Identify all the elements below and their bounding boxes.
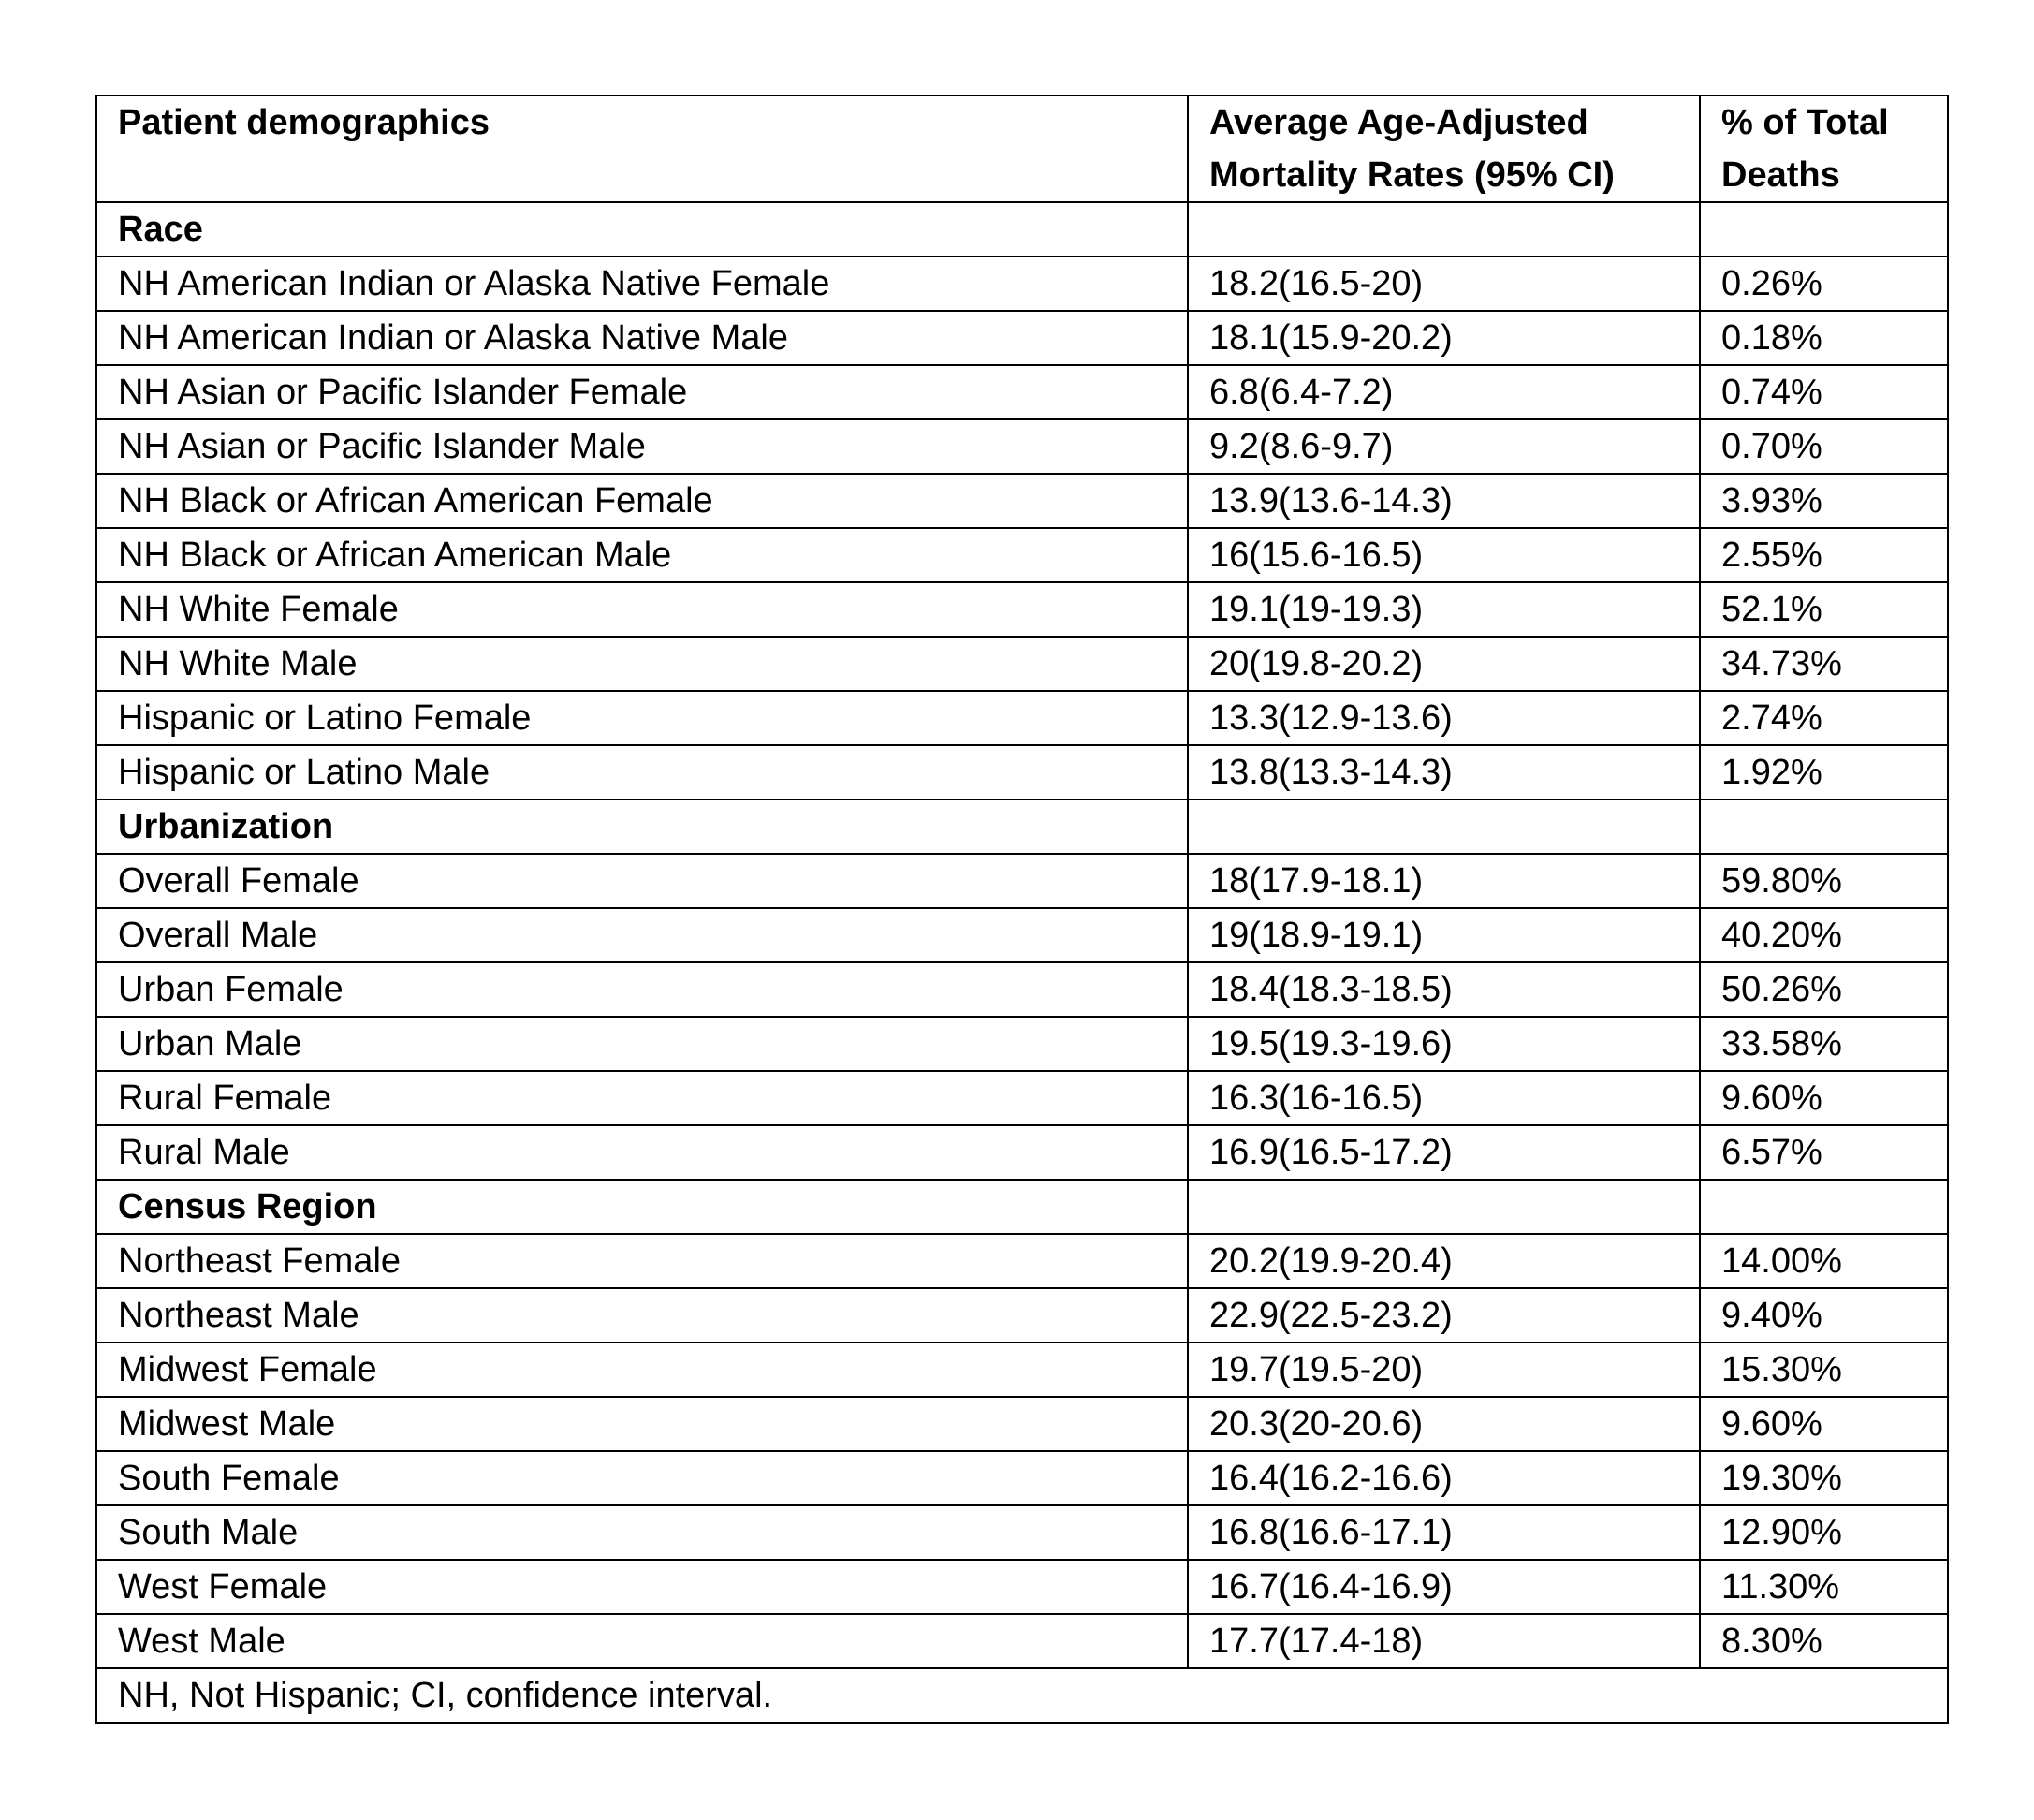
section-row: [96, 1180, 1948, 1234]
mortality-rate-cell: 20(19.8-20.2): [1188, 637, 1700, 691]
demographic-cell: Overall Female: [96, 854, 1188, 908]
table-row: [96, 1614, 1948, 1668]
mortality-rate-cell: 6.8(6.4-7.2): [1188, 365, 1700, 419]
table-row: [96, 419, 1948, 474]
section-row: [96, 202, 1948, 257]
section-label: Urbanization: [96, 800, 1188, 854]
table-row: [96, 1397, 1948, 1451]
mortality-rate-cell: 19(18.9-19.1): [1188, 908, 1700, 962]
demographic-cell: West Male: [96, 1614, 1188, 1668]
percent-deaths-cell: 14.00%: [1700, 1234, 1948, 1288]
demographic-cell: NH American Indian or Alaska Native Female: [96, 257, 1188, 311]
mortality-rate-cell: 13.8(13.3-14.3): [1188, 745, 1700, 800]
section-row: [96, 800, 1948, 854]
demographic-cell: Overall Male: [96, 908, 1188, 962]
percent-deaths-cell: 2.74%: [1700, 691, 1948, 745]
header-percent-total-deaths: % of Total Deaths: [1700, 95, 1948, 202]
mortality-rate-cell: 16(15.6-16.5): [1188, 528, 1700, 582]
table-row: [96, 962, 1948, 1017]
table-row: [96, 1071, 1948, 1125]
demographic-cell: South Male: [96, 1505, 1188, 1560]
percent-deaths-cell: 19.30%: [1700, 1451, 1948, 1505]
demographic-cell: Northeast Male: [96, 1288, 1188, 1343]
table-row: [96, 474, 1948, 528]
table-row: [96, 745, 1948, 800]
percent-deaths-cell: 34.73%: [1700, 637, 1948, 691]
mortality-rate-cell: 13.3(12.9-13.6): [1188, 691, 1700, 745]
table-row: [96, 637, 1948, 691]
table-row: [96, 1343, 1948, 1397]
demographic-cell: West Female: [96, 1560, 1188, 1614]
section-label: Race: [96, 202, 1188, 257]
header-mortality-rates: Average Age-Adjusted Mortality Rates (95% CI): [1188, 95, 1700, 202]
percent-deaths-cell: 0.70%: [1700, 419, 1948, 474]
table-row: [96, 365, 1948, 419]
table-row: [96, 1125, 1948, 1180]
table-body: [96, 95, 1948, 1668]
percent-deaths-cell: 2.55%: [1700, 528, 1948, 582]
mortality-rate-cell: 16.4(16.2-16.6): [1188, 1451, 1700, 1505]
mortality-rate-cell: 19.5(19.3-19.6): [1188, 1017, 1700, 1071]
percent-deaths-cell: 8.30%: [1700, 1614, 1948, 1668]
footnote: NH, Not Hispanic; CI, confidence interval.: [96, 1668, 1948, 1723]
demographic-cell: Rural Male: [96, 1125, 1188, 1180]
mortality-rate-cell: 20.3(20-20.6): [1188, 1397, 1700, 1451]
demographic-cell: Urban Female: [96, 962, 1188, 1017]
mortality-rate-cell: 18.2(16.5-20): [1188, 257, 1700, 311]
percent-deaths-cell: 52.1%: [1700, 582, 1948, 637]
demographic-cell: Urban Male: [96, 1017, 1188, 1071]
mortality-rate-cell: 22.9(22.5-23.2): [1188, 1288, 1700, 1343]
mortality-rate-cell: 19.7(19.5-20): [1188, 1343, 1700, 1397]
table-row: [96, 1288, 1948, 1343]
demographic-cell: NH Asian or Pacific Islander Female: [96, 365, 1188, 419]
section-label: Census Region: [96, 1180, 1188, 1234]
table-row: [96, 854, 1948, 908]
percent-deaths-cell: 0.18%: [1700, 311, 1948, 365]
table-row: [96, 691, 1948, 745]
section-empty-cell: [1700, 800, 1948, 854]
mortality-rate-cell: 9.2(8.6-9.7): [1188, 419, 1700, 474]
percent-deaths-cell: 40.20%: [1700, 908, 1948, 962]
demographic-cell: Rural Female: [96, 1071, 1188, 1125]
demographic-cell: Midwest Female: [96, 1343, 1188, 1397]
table-row: [96, 582, 1948, 637]
table-row: [96, 1234, 1948, 1288]
mortality-rate-cell: 20.2(19.9-20.4): [1188, 1234, 1700, 1288]
demographic-cell: NH White Female: [96, 582, 1188, 637]
demographic-cell: Hispanic or Latino Male: [96, 745, 1188, 800]
section-empty-cell: [1188, 1180, 1700, 1234]
mortality-rate-cell: 16.3(16-16.5): [1188, 1071, 1700, 1125]
mortality-rate-cell: 17.7(17.4-18): [1188, 1614, 1700, 1668]
mortality-rate-cell: 16.9(16.5-17.2): [1188, 1125, 1700, 1180]
section-empty-cell: [1188, 202, 1700, 257]
demographic-cell: South Female: [96, 1451, 1188, 1505]
demographic-cell: NH American Indian or Alaska Native Male: [96, 311, 1188, 365]
percent-deaths-cell: 59.80%: [1700, 854, 1948, 908]
footnote-row: [96, 1668, 1948, 1723]
mortality-rate-cell: 18(17.9-18.1): [1188, 854, 1700, 908]
percent-deaths-cell: 50.26%: [1700, 962, 1948, 1017]
table-row: [96, 908, 1948, 962]
table-row: [96, 257, 1948, 311]
percent-deaths-cell: 9.60%: [1700, 1397, 1948, 1451]
percent-deaths-cell: 6.57%: [1700, 1125, 1948, 1180]
demographic-cell: Hispanic or Latino Female: [96, 691, 1188, 745]
mortality-rate-cell: 16.7(16.4-16.9): [1188, 1560, 1700, 1614]
percent-deaths-cell: 33.58%: [1700, 1017, 1948, 1071]
mortality-rate-cell: 18.4(18.3-18.5): [1188, 962, 1700, 1017]
mortality-rate-cell: 13.9(13.6-14.3): [1188, 474, 1700, 528]
percent-deaths-cell: 0.26%: [1700, 257, 1948, 311]
demographics-table: [95, 95, 1949, 1724]
demographic-cell: NH White Male: [96, 637, 1188, 691]
section-empty-cell: [1700, 202, 1948, 257]
percent-deaths-cell: 9.40%: [1700, 1288, 1948, 1343]
demographic-cell: Northeast Female: [96, 1234, 1188, 1288]
mortality-rate-cell: 19.1(19-19.3): [1188, 582, 1700, 637]
percent-deaths-cell: 9.60%: [1700, 1071, 1948, 1125]
section-empty-cell: [1700, 1180, 1948, 1234]
header-patient-demographics: Patient demographics: [96, 95, 1188, 202]
section-empty-cell: [1188, 800, 1700, 854]
table-row: [96, 528, 1948, 582]
table-row: [96, 1560, 1948, 1614]
mortality-rate-cell: 18.1(15.9-20.2): [1188, 311, 1700, 365]
demographic-cell: NH Black or African American Female: [96, 474, 1188, 528]
percent-deaths-cell: 15.30%: [1700, 1343, 1948, 1397]
percent-deaths-cell: 0.74%: [1700, 365, 1948, 419]
mortality-rate-cell: 16.8(16.6-17.1): [1188, 1505, 1700, 1560]
demographic-cell: Midwest Male: [96, 1397, 1188, 1451]
percent-deaths-cell: 11.30%: [1700, 1560, 1948, 1614]
demographic-cell: NH Black or African American Male: [96, 528, 1188, 582]
header-row: [96, 95, 1948, 202]
demographic-cell: NH Asian or Pacific Islander Male: [96, 419, 1188, 474]
percent-deaths-cell: 12.90%: [1700, 1505, 1948, 1560]
table-row: [96, 1505, 1948, 1560]
table-row: [96, 311, 1948, 365]
percent-deaths-cell: 1.92%: [1700, 745, 1948, 800]
percent-deaths-cell: 3.93%: [1700, 474, 1948, 528]
table-row: [96, 1017, 1948, 1071]
table-row: [96, 1451, 1948, 1505]
